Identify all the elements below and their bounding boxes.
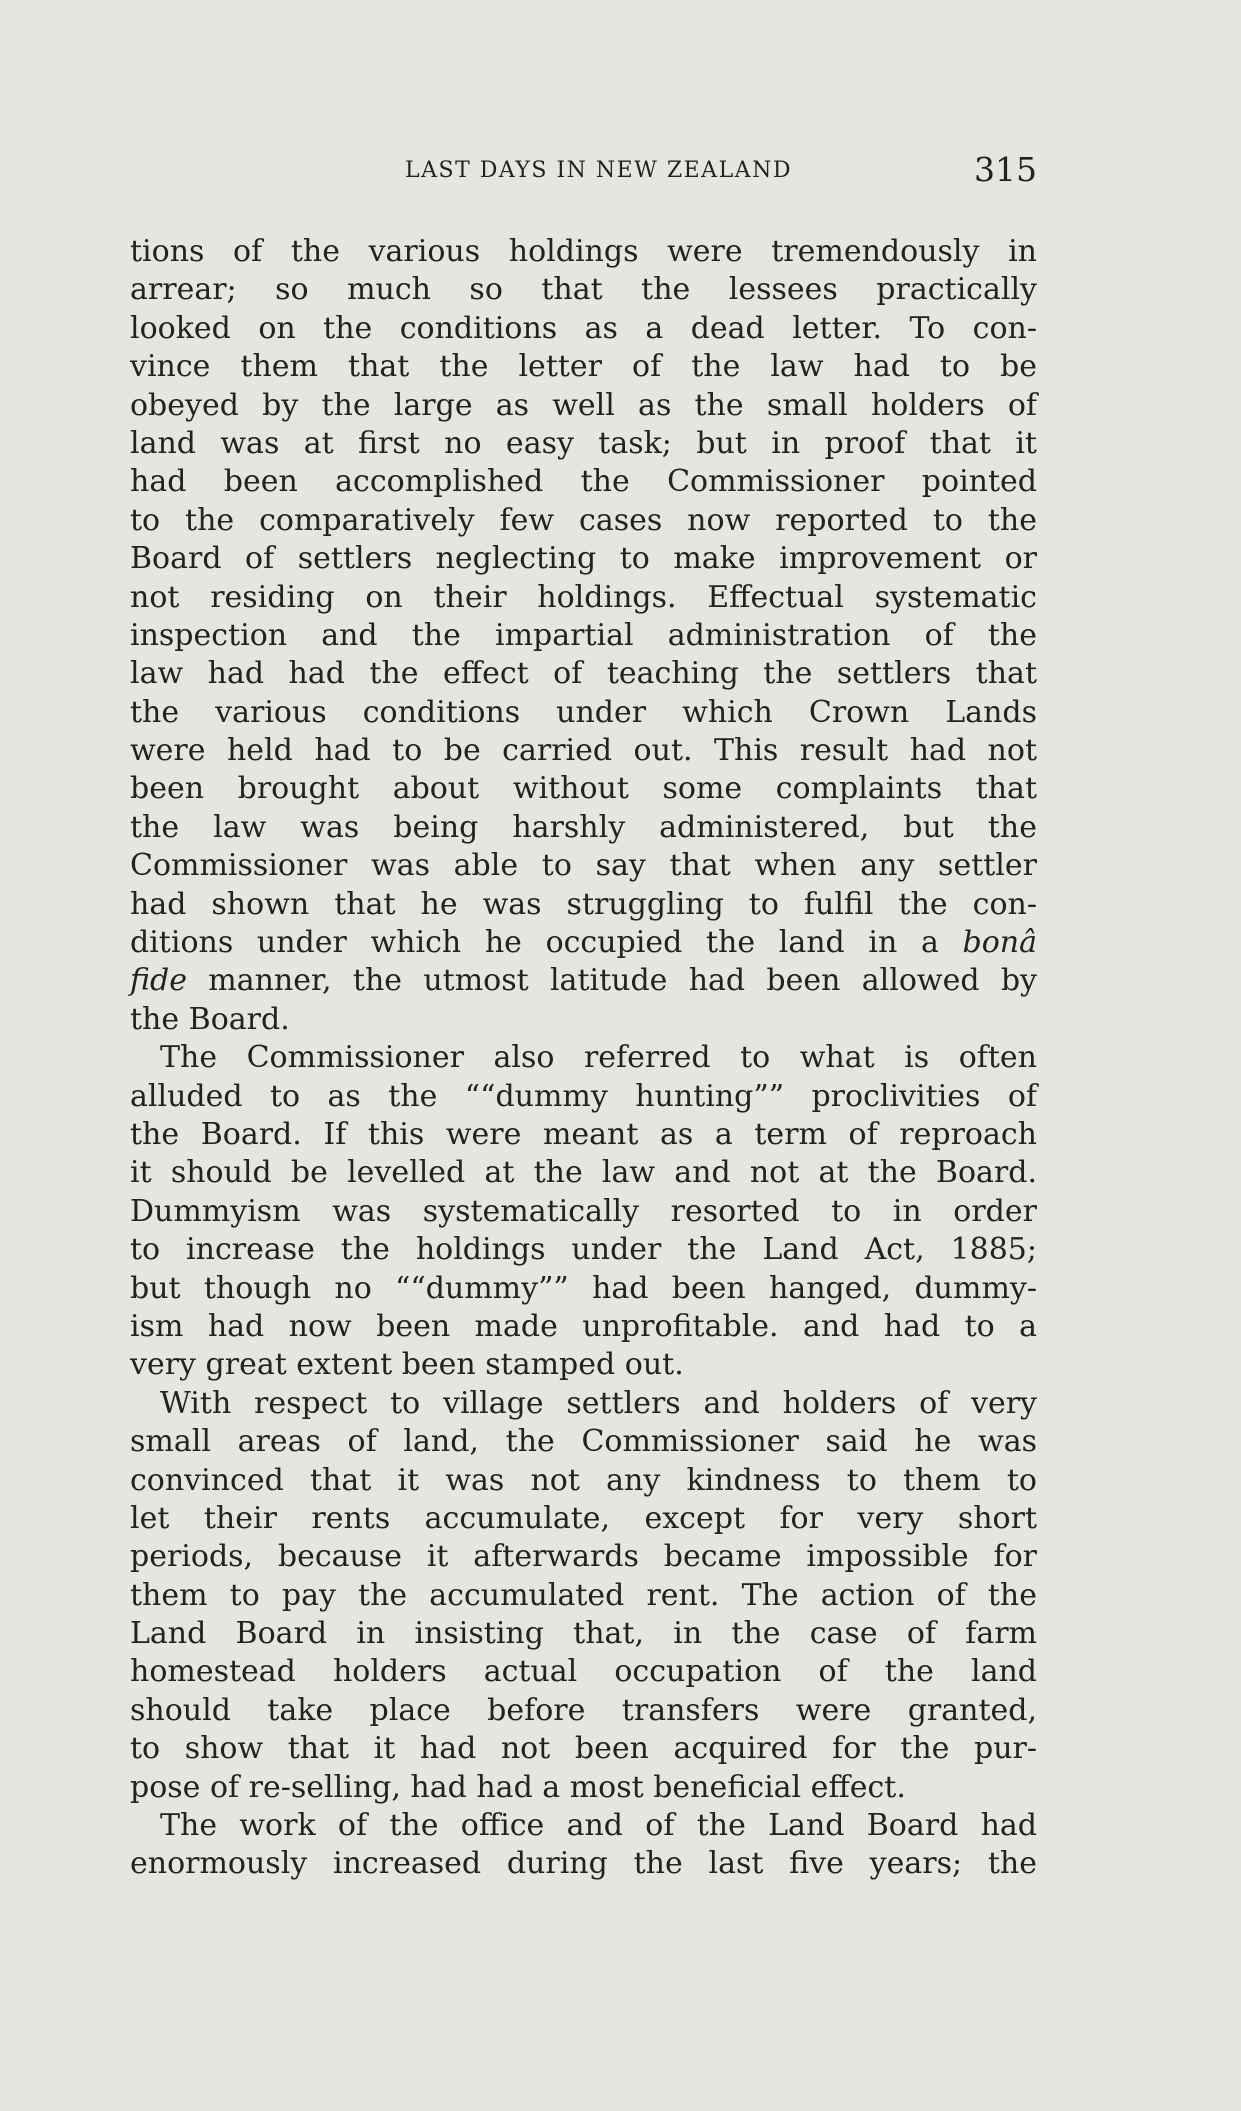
text-line: them to pay the accumulated rent. The action of the <box>130 1577 1037 1613</box>
text-line: homestead holders actual occupation of the land <box>130 1654 1037 1690</box>
text-line: Board of settlers neglecting to make improvement or <box>130 541 1037 577</box>
text-line: inspection and the impartial administration of the <box>130 617 1037 653</box>
running-head <box>130 148 1037 188</box>
text-line: tions of the various holdings were tremendously in <box>130 234 1037 269</box>
text-span: manner, the utmost latitude had been allowed by <box>208 963 1037 999</box>
text-line: obeyed by the large as well as the small holders of <box>130 387 1037 423</box>
text-line: The Commissioner also referred to what is often <box>160 1040 1037 1076</box>
text-line: small areas of land, the Commissioner said he was <box>130 1424 1037 1460</box>
italic-term: bonâ <box>962 925 1037 961</box>
text-line: enormously increased during the last five years; the <box>130 1846 1037 1882</box>
text-line: to increase the holdings under the Land Act, 1885; <box>130 1232 1037 1268</box>
text-line: the Board. <box>130 1001 290 1037</box>
text-line: it should be levelled at the law and not at the Board. <box>130 1155 1037 1191</box>
text-line: Commissioner was able to say that when any settler <box>130 848 1037 884</box>
text-line: looked on the conditions as a dead letter. To con- <box>130 310 1037 346</box>
running-title: LAST DAYS IN NEW ZEALAND <box>405 158 792 183</box>
text-line: were held had to be carried out. This result had not <box>130 733 1037 769</box>
text-line: pose of re-selling, had had a most beneficial effect. <box>130 1769 906 1805</box>
text-line: had been accomplished the Commissioner pointed <box>130 464 1037 500</box>
text-line: not residing on their holdings. Effectual systematic <box>130 579 1037 615</box>
text-line <box>130 924 1037 962</box>
text-line: land was at first no easy task; but in proof that it <box>130 425 1037 461</box>
text-line: but though no ““dummy”” had been hanged, dummy- <box>130 1270 1037 1306</box>
italic-term: fide <box>130 963 187 999</box>
text-line: Land Board in insisting that, in the case of farm <box>130 1616 1037 1652</box>
text-line: With respect to village settlers and holders of very <box>160 1385 1037 1421</box>
text-line: been brought about without some complaints that <box>130 771 1037 807</box>
text-line: to show that it had not been acquired for the pur- <box>130 1731 1037 1767</box>
text-line: the various conditions under which Crown Lands <box>130 694 1037 730</box>
text-line: the law was being harshly administered, but the <box>130 809 1037 845</box>
text-line: should take place before transfers were granted, <box>130 1692 1037 1728</box>
text-line: Dummyism was systematically resorted to in order <box>130 1193 1037 1229</box>
page-number: 315 <box>974 150 1037 189</box>
text-line: the Board. If this were meant as a term of reproach <box>130 1116 1037 1152</box>
text-line: law had had the effect of teaching the settlers that <box>130 656 1037 692</box>
text-span: ditions under which he occupied the land in a <box>130 925 939 961</box>
text-line: alluded to as the ““dummy hunting”” proclivities of <box>130 1078 1037 1114</box>
text-line: periods, because it afterwards became impossible for <box>130 1539 1037 1575</box>
text-line <box>130 962 1037 1000</box>
text-line: let their rents accumulate, except for very short <box>130 1500 1037 1536</box>
text-line: vince them that the letter of the law had to be <box>130 349 1037 385</box>
text-line: ism had now been made unprofitable. and had to a <box>130 1308 1037 1344</box>
text-line: had shown that he was struggling to fulfil the con- <box>130 886 1037 922</box>
text-line: arrear; so much so that the lessees practically <box>130 272 1037 308</box>
text-line: convinced that it was not any kindness to them to <box>130 1462 1037 1498</box>
text-line: to the comparatively few cases now reported to the <box>130 502 1037 538</box>
text-line: very great extent been stamped out. <box>130 1347 684 1383</box>
text-line: The work of the office and of the Land Board had <box>160 1808 1037 1844</box>
body-text <box>130 233 1037 1884</box>
